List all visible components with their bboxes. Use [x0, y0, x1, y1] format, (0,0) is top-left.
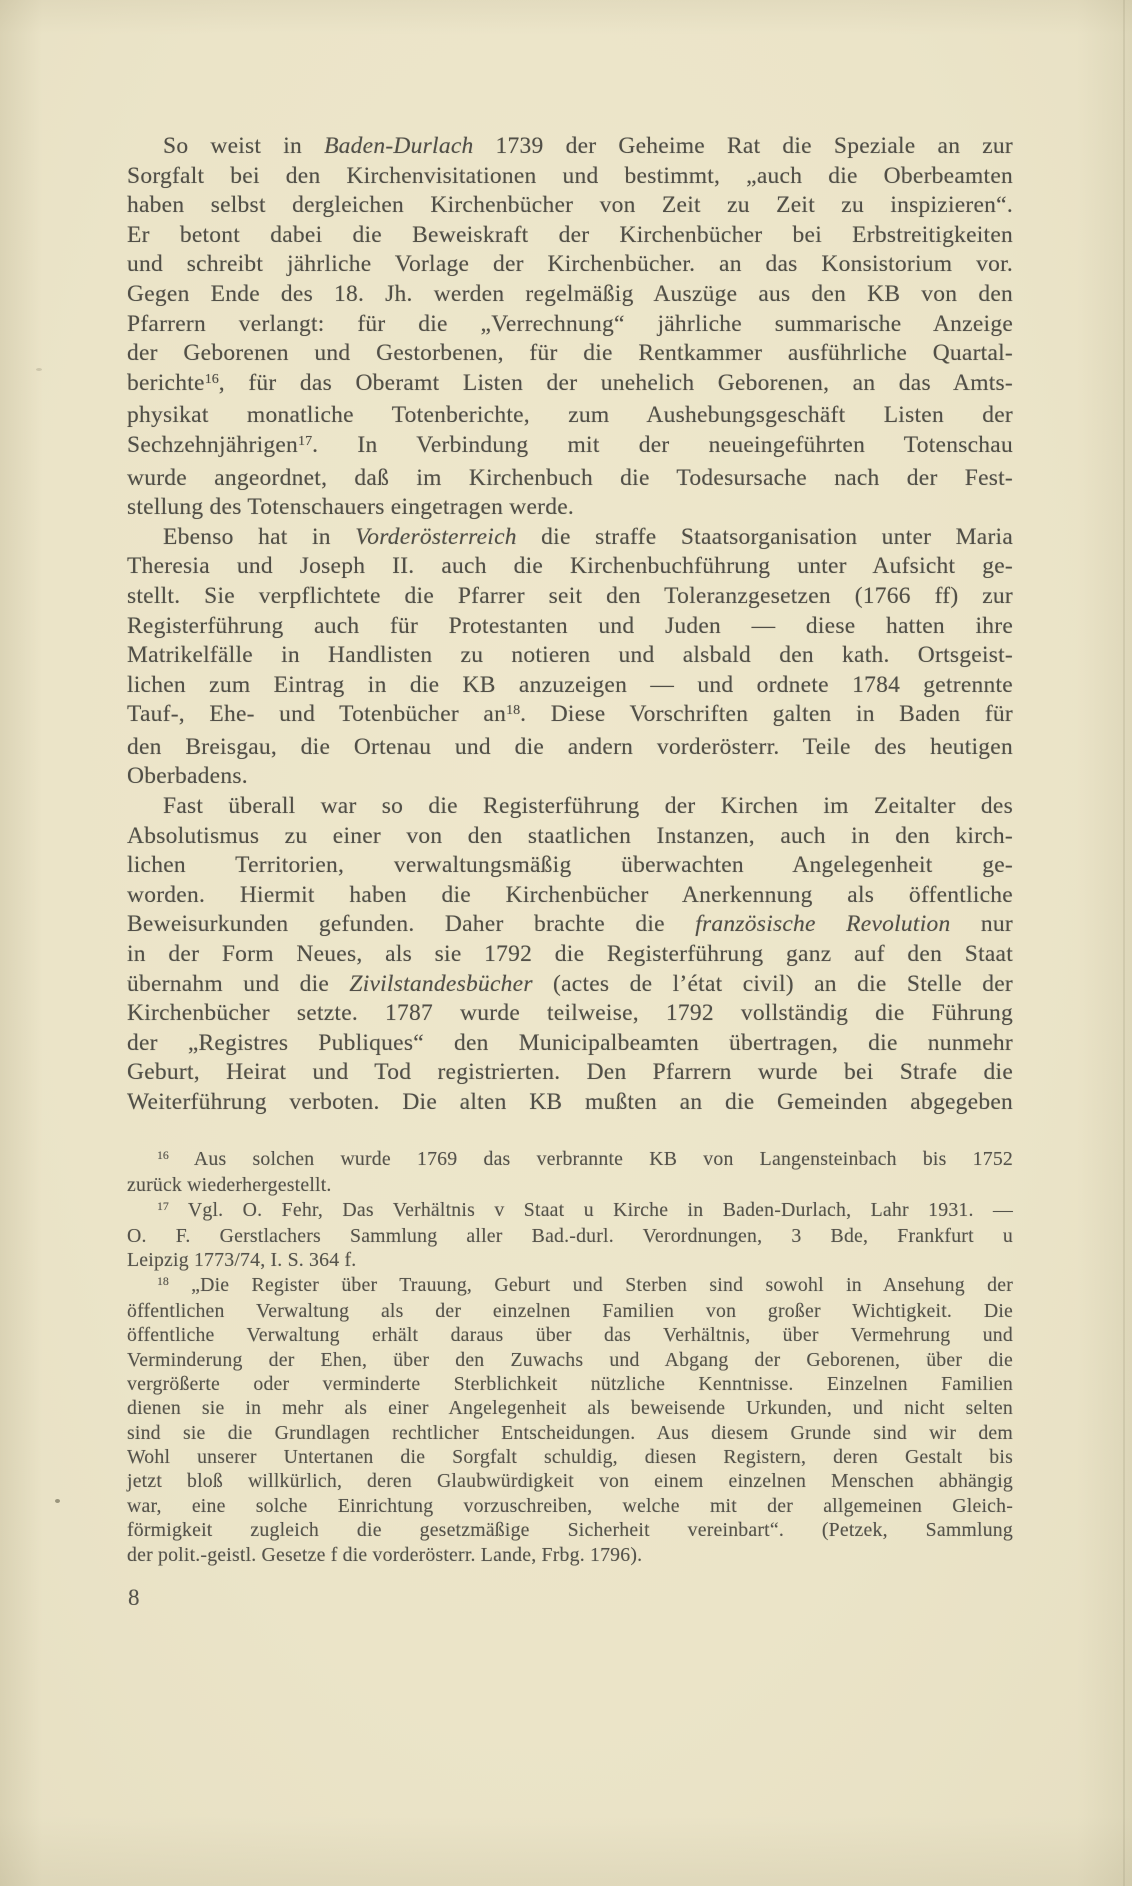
footnote-marker: 18 [157, 1273, 169, 1288]
text-line: Matrikelfälle in Handlisten zu notieren und alsbald den kath. Ortsgeist- [127, 642, 1013, 669]
text-line: Fast überall war so die Registerführung der Kirchen im Zeitalter des [163, 793, 1013, 820]
text-line: berichte$^{16}$, für das Oberamt Listen der unehelich Geborenen, an das Amts- [127, 369, 1013, 396]
text-line: Ebenso hat in Vorderösterreich die straffe Staatsorganisation unter Maria [163, 523, 1013, 550]
text-line: worden. Hiermit haben die Kirchenbücher Anerkennung als öffentliche [127, 881, 1013, 908]
paragraph [127, 792, 1013, 1118]
text-line: der polit.-geistl. Gesetze f die vorderösterr. Lande, Frbg. 1796). [127, 1543, 643, 1566]
text-line: der „Registres Publiques“ den Municipalbeamten übertragen, die nunmehr [127, 1029, 1013, 1056]
text-line: Geburt, Heirat und Tod registrierten. Den Pfarrern wurde bei Strafe die [127, 1059, 1013, 1086]
text-line: und schreibt jährliche Vorlage der Kirchenbücher. an das Konsistorium vor. [127, 251, 1013, 278]
text-line: stellt. Sie verpflichtete die Pfarrer seit den Toleranzgesetzen (1766 ff) zur [127, 582, 1013, 609]
paragraph [127, 132, 1013, 523]
footnote [127, 1147, 1013, 1198]
text-line: $^{17}$ Vgl. O. Fehr, Das Verhältnis v Staat u Kirche in Baden-Durlach, Lahr 1931. — [157, 1198, 1013, 1221]
text-line: Beweisurkunden gefunden. Daher brachte die französische Revolution nur [127, 911, 1014, 938]
text-line: Weiterführung verboten. Die alten KB mußten an die Gemeinden abgegeben [127, 1089, 1013, 1115]
scan-speck [36, 368, 42, 371]
text-line: Verminderung der Ehen, über den Zuwachs und Abgang der Geborenen, über die [127, 1348, 1013, 1371]
text-line: O. F. Gerstlachers Sammlung aller Bad.-durl. Verordnungen, 3 Bde, Frankfurt u [127, 1225, 1013, 1248]
text-line: Theresia und Joseph II. auch die Kirchenbuchführung unter Aufsicht ge- [127, 553, 1013, 580]
scan-edge-line [1123, 0, 1125, 1886]
text-line: zurück wiederhergestellt. [127, 1174, 332, 1197]
text-line: der Geborenen und Gestorbenen, für die Rentkammer ausführliche Quartal- [127, 340, 1013, 367]
text-line: Wohl unserer Untertanen die Sorgfalt schuldig, diesen Registern, deren Gestalt bis [127, 1446, 1013, 1469]
text-line: Tauf-, Ehe- und Totenbücher $an^{18}$. Diese Vorschriften galten in Baden für [127, 701, 1013, 728]
text-line: $^{18}$ „Die Register über Trauung, Geburt und Sterben sind sowohl in Ansehung der [157, 1273, 1013, 1296]
text-line: den Breisgau, die Ortenau und die andern vorderösterr. Teile des heutigen [127, 733, 1013, 760]
footnote [127, 1273, 1013, 1567]
italic-term: Baden-Durlach [324, 133, 474, 159]
text-line: dienen sie in mehr als einer Angelegenheit als beweisende Urkunden, und nicht selten [127, 1397, 1013, 1420]
footnote-marker: 17 [157, 1198, 169, 1213]
text-line: Sorgfalt bei den Kirchenvisitationen und bestimmt, „auch die Oberbeamten [127, 162, 1013, 189]
text-line: Absolutismus zu einer von den staatlichen Instanzen, auch in den kirch- [127, 822, 1013, 849]
text-line: öffentlichen Verwaltung als der einzelnen Familien von großer Wichtigkeit. Die [127, 1300, 1013, 1323]
scan-speck [55, 1499, 60, 1503]
text-line: wurde angeordnet, daß im Kirchenbuch die Todesursache nach der Fest- [127, 464, 1013, 491]
text-line: Sechzehnjährigen$^{17}$. In Verbindung mit der neueingeführten Totenschau [127, 431, 1013, 458]
text-line: Oberbadens. [127, 763, 248, 790]
text-line: So weist in Baden-Durlach 1739 der Geheime Rat die Speziale an zur [163, 133, 1013, 159]
text-line: förmigkeit zugleich die gesetzmäßige Sicherheit vereinbart“. (Petzek, Sammlung [127, 1519, 1013, 1542]
italic-term: französische Revolution [695, 911, 951, 938]
text-line: Gegen Ende des 18. Jh. werden regelmäßig Auszüge aus den KB von den [127, 280, 1013, 307]
text-line: jetzt bloß willkürlich, deren Glaubwürdigkeit von einem einzelnen Menschen abhängig [127, 1470, 1013, 1493]
paragraph [127, 523, 1013, 792]
text-line: Pfarrern verlangt: für die „Verrechnung“ jährliche summarische Anzeige [127, 310, 1013, 337]
text-line: lichen zum Eintrag in die KB anzuzeigen — und ordnete 1784 getrennte [127, 671, 1013, 698]
footnote-marker: 16 [204, 370, 219, 387]
text-line: $^{16}$ Aus solchen wurde 1769 das verbrannte KB von Langensteinbach bis 1752 [157, 1148, 1013, 1170]
text-line: haben selbst dergleichen Kirchenbücher von Zeit zu Zeit zu inspizieren“. [127, 192, 1013, 219]
footnote-marker: 18 [506, 702, 521, 719]
text-line: vergrößerte oder verminderte Sterblichkeit nützliche Kenntnisse. Einzelnen Familien [127, 1373, 1013, 1396]
footnote-marker: 17 [298, 432, 313, 449]
text-line: lichen Territorien, verwaltungsmäßig überwachten Angelegenheit ge- [127, 852, 1013, 879]
footnotes-block [127, 1147, 1013, 1567]
text-line: Er betont dabei die Beweiskraft der Kirchenbücher bei Erbstreitigkeiten [127, 221, 1013, 248]
page-number: 8 [128, 1585, 140, 1610]
text-line: Leipzig 1773/74, I. S. 364 f. [127, 1249, 357, 1272]
text-line: Kirchenbücher setzte. 1787 wurde teilweise, 1792 vollständig die Führung [127, 1000, 1013, 1027]
text-line: öffentliche Verwaltung erhält daraus über das Verhältnis, über Vermehrung und [127, 1324, 1013, 1347]
text-line: physikat monatliche Totenberichte, zum Aushebungsgeschäft Listen der [127, 402, 1013, 429]
text-line: sind sie die Grundlagen rechtlicher Entscheidungen. Aus diesem Grunde sind wir dem [127, 1421, 1013, 1444]
italic-term: Zivilstandesbücher [349, 970, 533, 997]
italic-term: Vorderösterreich [355, 523, 517, 550]
text-line: Registerführung auch für Protestanten und Juden — diese hatten ihre [127, 612, 1013, 639]
text-line: war, eine solche Einrichtung vorzuschreiben, welche mit der allgemeinen Gleich- [127, 1494, 1013, 1517]
footnote [127, 1198, 1013, 1273]
text-line: übernahm und die Zivilstandesbücher (actes de l’état civil) an die Stelle der [127, 970, 1013, 997]
main-text-block [127, 132, 1013, 1118]
text-line: in der Form Neues, als sie 1792 die Registerführung ganz auf den Staat [127, 941, 1013, 968]
text-line: stellung des Totenschauers eingetragen werde. [127, 494, 575, 521]
footnote-marker: 16 [157, 1148, 169, 1163]
